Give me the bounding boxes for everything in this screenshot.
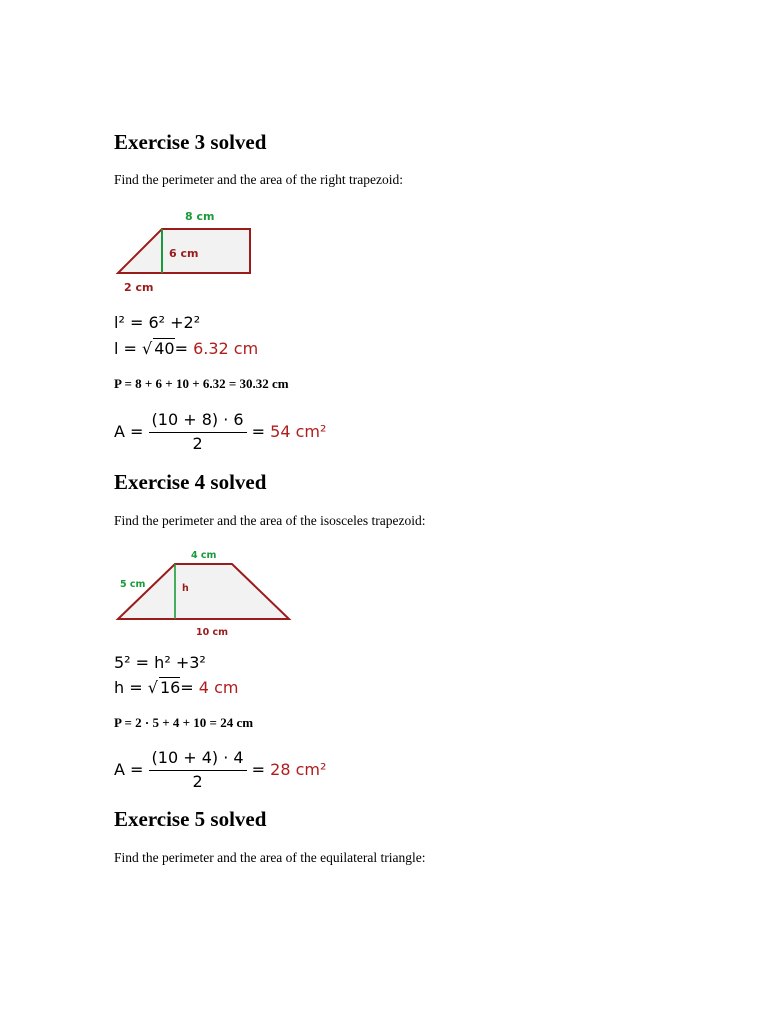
area-eq-sign: = <box>251 422 266 441</box>
eq-result: 6.32 cm <box>193 339 259 358</box>
exercise-3-area <box>114 410 326 454</box>
isosceles-trapezoid-height-label: h <box>182 583 189 594</box>
isosceles-trapezoid-side-label: 5 cm <box>120 579 146 590</box>
exercise-3-prompt: Find the perimeter and the area of the right trapezoid: <box>114 172 404 187</box>
exercise-4-area <box>114 748 326 792</box>
exercise-4-equation-2 <box>114 677 238 698</box>
eq-sign: = <box>180 678 194 697</box>
area-fraction <box>149 410 247 454</box>
exercise-4-equation-1 <box>114 653 206 673</box>
sqrt-radicand: 40 <box>154 339 175 358</box>
area-lhs: A = <box>114 760 144 779</box>
area-result: 28 cm² <box>270 760 327 779</box>
exercise-4-title: Exercise 4 solved <box>114 470 267 494</box>
area-lhs: A = <box>114 422 144 441</box>
exercise-3-equation-2 <box>114 338 258 359</box>
isosceles-trapezoid-shape <box>118 564 289 619</box>
eq-sign: = <box>174 339 188 358</box>
exercise-4-prompt: Find the perimeter and the area of the isosceles trapezoid: <box>114 513 426 528</box>
exercise-3-perimeter: P = 8 + 6 + 10 + 6.32 = 30.32 cm <box>114 376 289 391</box>
right-trapezoid-figure <box>112 205 262 300</box>
area-numerator: (10 + 8) · 6 <box>149 410 247 433</box>
right-trapezoid-top-label: 8 cm <box>185 210 215 223</box>
right-trapezoid-bottom-label: 2 cm <box>124 281 154 294</box>
sqrt-symbol: √ <box>147 678 158 697</box>
area-result: 54 cm² <box>270 422 327 441</box>
right-trapezoid-height-label: 6 cm <box>169 247 199 260</box>
area-denominator: 2 <box>192 772 203 791</box>
sqrt-symbol: √ <box>142 339 153 358</box>
eq-lhs: l = <box>114 339 137 358</box>
exercise-5-prompt: Find the perimeter and the area of the equilateral triangle: <box>114 850 426 865</box>
exercise-5-title: Exercise 5 solved <box>114 807 267 831</box>
isosceles-trapezoid-figure <box>112 545 297 640</box>
sqrt-radicand: 16 <box>159 678 181 697</box>
exercise-4-perimeter: P = 2 · 5 + 4 + 10 = 24 cm <box>114 715 254 730</box>
eq-text: l² = 6² +2² <box>114 313 201 332</box>
eq-lhs: h = <box>114 678 143 697</box>
area-denominator: 2 <box>192 434 203 453</box>
area-eq-sign: = <box>251 760 266 779</box>
exercise-3-equation-1 <box>114 313 200 333</box>
area-numerator: (10 + 4) · 4 <box>149 748 247 771</box>
isosceles-trapezoid-bottom-label: 10 cm <box>196 627 229 638</box>
eq-result: 4 cm <box>198 678 239 697</box>
exercise-3-title: Exercise 3 solved <box>114 130 267 154</box>
area-fraction <box>149 748 247 792</box>
isosceles-trapezoid-top-label: 4 cm <box>191 550 217 561</box>
eq-text: 5² = h² +3² <box>114 653 206 672</box>
